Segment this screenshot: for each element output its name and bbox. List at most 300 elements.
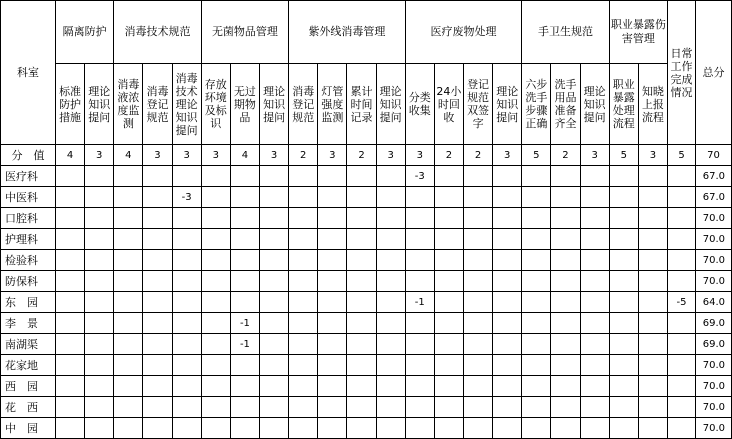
- department-name: 花 西: [1, 397, 56, 418]
- score-cell: [260, 313, 289, 334]
- weight-row-label: 分 值: [1, 145, 56, 166]
- score-cell: [405, 355, 434, 376]
- score-cell: [318, 250, 347, 271]
- score-cell: [493, 187, 522, 208]
- score-cell: [201, 250, 230, 271]
- subitem-header: 无过期物品: [230, 64, 259, 145]
- score-cell: [609, 355, 638, 376]
- weight-cell: 2: [434, 145, 463, 166]
- score-cell: [638, 334, 667, 355]
- score-cell: [522, 376, 551, 397]
- score-cell: [609, 334, 638, 355]
- score-cell: [230, 376, 259, 397]
- score-cell: [318, 313, 347, 334]
- score-cell: [522, 355, 551, 376]
- score-cell: [230, 229, 259, 250]
- total-weight-cell: 70: [696, 145, 732, 166]
- table-row: [1, 271, 732, 292]
- score-cell: [201, 355, 230, 376]
- score-cell: [172, 313, 201, 334]
- weight-cell: 5: [522, 145, 551, 166]
- score-cell: [114, 271, 143, 292]
- score-cell: [551, 397, 580, 418]
- score-cell: [143, 229, 172, 250]
- weight-cell: 3: [405, 145, 434, 166]
- score-cell: [347, 397, 376, 418]
- group-header-medical-waste: 医疗废物处理: [405, 1, 522, 64]
- score-cell: -3: [172, 187, 201, 208]
- score-cell: [464, 208, 493, 229]
- score-cell: [609, 229, 638, 250]
- score-cell: [85, 418, 114, 439]
- weight-cell: 3: [85, 145, 114, 166]
- score-cell: [201, 271, 230, 292]
- score-cell: [172, 292, 201, 313]
- subitem-header: 消毒登记规范: [143, 64, 172, 145]
- score-cell: [493, 271, 522, 292]
- score-cell: [56, 376, 85, 397]
- score-cell: [434, 334, 463, 355]
- score-cell: [56, 418, 85, 439]
- department-name: 护理科: [1, 229, 56, 250]
- score-cell: [405, 313, 434, 334]
- score-cell: [318, 187, 347, 208]
- table-row: [1, 313, 732, 334]
- score-cell: [172, 229, 201, 250]
- daily-score-cell: [668, 376, 696, 397]
- group-header-occupational-exposure: 职业暴露伤害管理: [609, 1, 667, 64]
- score-cell: [376, 166, 405, 187]
- score-cell: [260, 355, 289, 376]
- weight-cell: 3: [318, 145, 347, 166]
- score-cell: [551, 334, 580, 355]
- score-cell: [172, 418, 201, 439]
- score-cell: [434, 250, 463, 271]
- weight-cell: 2: [347, 145, 376, 166]
- score-cell: [172, 271, 201, 292]
- score-cell: [318, 355, 347, 376]
- score-cell: [85, 166, 114, 187]
- weight-row: [1, 145, 732, 166]
- subitem-header-row: [1, 64, 732, 145]
- score-cell: [376, 229, 405, 250]
- score-cell: [143, 166, 172, 187]
- weight-cell: 4: [114, 145, 143, 166]
- score-cell: [85, 187, 114, 208]
- department-name: 医疗科: [1, 166, 56, 187]
- score-cell: [318, 418, 347, 439]
- weight-cell: 3: [143, 145, 172, 166]
- department-name: 检验科: [1, 250, 56, 271]
- weight-cell: 4: [230, 145, 259, 166]
- score-cell: [289, 166, 318, 187]
- table-row: [1, 292, 732, 313]
- score-cell: [230, 250, 259, 271]
- score-cell: [522, 187, 551, 208]
- table-row: [1, 229, 732, 250]
- score-cell: [85, 250, 114, 271]
- score-cell: [376, 376, 405, 397]
- subitem-header: 消毒液浓度监测: [114, 64, 143, 145]
- score-cell: [289, 271, 318, 292]
- weight-cell: 4: [56, 145, 85, 166]
- total-score-cell: 70.0: [696, 250, 732, 271]
- table-row: [1, 355, 732, 376]
- score-cell: [56, 313, 85, 334]
- table-body: [1, 145, 732, 439]
- score-cell: [405, 397, 434, 418]
- score-cell: [638, 250, 667, 271]
- score-cell: [580, 292, 609, 313]
- score-cell: [638, 208, 667, 229]
- score-cell: [405, 208, 434, 229]
- table-row: [1, 250, 732, 271]
- score-cell: [580, 355, 609, 376]
- table-row: [1, 334, 732, 355]
- total-score-cell: 70.0: [696, 208, 732, 229]
- score-cell: [609, 292, 638, 313]
- score-cell: [493, 313, 522, 334]
- score-cell: [405, 376, 434, 397]
- daily-score-cell: [668, 208, 696, 229]
- score-cell: [376, 292, 405, 313]
- department-name: 李 景: [1, 313, 56, 334]
- subitem-header: 理论知识提问: [493, 64, 522, 145]
- score-cell: [464, 229, 493, 250]
- score-cell: [347, 418, 376, 439]
- daily-weight-cell: 5: [668, 145, 696, 166]
- table-row: [1, 397, 732, 418]
- score-cell: [201, 187, 230, 208]
- score-cell: [201, 166, 230, 187]
- score-cell: [56, 355, 85, 376]
- score-cell: [551, 166, 580, 187]
- score-cell: [143, 355, 172, 376]
- score-cell: [114, 229, 143, 250]
- score-cell: [289, 229, 318, 250]
- daily-score-cell: [668, 313, 696, 334]
- score-cell: [580, 208, 609, 229]
- score-cell: [493, 334, 522, 355]
- score-cell: -1: [405, 292, 434, 313]
- score-cell: [56, 250, 85, 271]
- weight-cell: 2: [464, 145, 493, 166]
- score-cell: [434, 376, 463, 397]
- score-cell: [638, 355, 667, 376]
- score-cell: [376, 355, 405, 376]
- score-cell: [522, 229, 551, 250]
- score-cell: [143, 313, 172, 334]
- score-cell: [405, 250, 434, 271]
- score-cell: [522, 271, 551, 292]
- score-cell: [56, 292, 85, 313]
- score-cell: [260, 334, 289, 355]
- score-cell: [260, 187, 289, 208]
- score-cell: [260, 271, 289, 292]
- score-cell: [434, 187, 463, 208]
- score-cell: [376, 271, 405, 292]
- score-cell: [143, 334, 172, 355]
- score-cell: [522, 250, 551, 271]
- score-cell: [85, 334, 114, 355]
- score-cell: [493, 250, 522, 271]
- score-cell: [551, 208, 580, 229]
- subitem-header: 理论知识提问: [580, 64, 609, 145]
- score-cell: [318, 229, 347, 250]
- score-cell: [609, 208, 638, 229]
- score-cell: [56, 271, 85, 292]
- score-cell: [230, 292, 259, 313]
- score-cell: [85, 397, 114, 418]
- table-row: [1, 187, 732, 208]
- score-cell: [376, 208, 405, 229]
- score-cell: [318, 376, 347, 397]
- group-header-hand-hygiene: 手卫生规范: [522, 1, 609, 64]
- total-score-cell: 70.0: [696, 229, 732, 250]
- score-cell: [347, 208, 376, 229]
- score-cell: [464, 355, 493, 376]
- score-cell: [609, 418, 638, 439]
- score-cell: [347, 166, 376, 187]
- daily-score-cell: [668, 397, 696, 418]
- subitem-header: 消毒登记规范: [289, 64, 318, 145]
- score-cell: [201, 376, 230, 397]
- score-cell: [609, 166, 638, 187]
- score-cell: [434, 229, 463, 250]
- subitem-header: 理论知识提问: [85, 64, 114, 145]
- score-cell: [56, 166, 85, 187]
- weight-cell: 3: [201, 145, 230, 166]
- score-cell: [551, 355, 580, 376]
- score-cell: [522, 334, 551, 355]
- total-score-cell: 64.0: [696, 292, 732, 313]
- score-cell: [522, 313, 551, 334]
- department-name: 口腔科: [1, 208, 56, 229]
- score-cell: [201, 229, 230, 250]
- score-cell: [347, 292, 376, 313]
- score-cell: [405, 334, 434, 355]
- score-cell: [464, 376, 493, 397]
- score-cell: [493, 355, 522, 376]
- score-cell: [464, 418, 493, 439]
- score-cell: [85, 229, 114, 250]
- score-cell: [522, 418, 551, 439]
- department-name: 中 园: [1, 418, 56, 439]
- score-cell: [347, 334, 376, 355]
- subitem-header: 分类收集: [405, 64, 434, 145]
- score-cell: [230, 355, 259, 376]
- score-cell: [638, 418, 667, 439]
- score-cell: [201, 313, 230, 334]
- score-cell: [580, 187, 609, 208]
- department-name: 西 园: [1, 376, 56, 397]
- total-score-cell: 70.0: [696, 397, 732, 418]
- score-cell: [434, 166, 463, 187]
- score-cell: -3: [405, 166, 434, 187]
- score-cell: [638, 166, 667, 187]
- total-score-cell: 69.0: [696, 334, 732, 355]
- weight-cell: 3: [493, 145, 522, 166]
- score-cell: [143, 187, 172, 208]
- score-cell: [56, 334, 85, 355]
- department-name: 东 园: [1, 292, 56, 313]
- total-score-cell: 70.0: [696, 271, 732, 292]
- daily-work-column-header: 日常工作完成情况: [668, 1, 696, 145]
- score-cell: [434, 418, 463, 439]
- table-row: [1, 376, 732, 397]
- total-score-cell: 70.0: [696, 376, 732, 397]
- daily-score-cell: [668, 229, 696, 250]
- score-cell: [551, 187, 580, 208]
- score-cell: [464, 250, 493, 271]
- score-cell: [638, 229, 667, 250]
- weight-cell: 5: [609, 145, 638, 166]
- score-cell: [201, 208, 230, 229]
- score-cell: [143, 250, 172, 271]
- score-cell: -1: [230, 313, 259, 334]
- score-cell: [638, 271, 667, 292]
- score-cell: [260, 229, 289, 250]
- score-cell: [609, 397, 638, 418]
- total-score-cell: 67.0: [696, 166, 732, 187]
- score-cell: [85, 271, 114, 292]
- score-cell: [580, 250, 609, 271]
- weight-cell: 3: [638, 145, 667, 166]
- score-cell: [493, 292, 522, 313]
- score-cell: [464, 313, 493, 334]
- score-cell: [143, 292, 172, 313]
- group-header-uv-disinfection: 紫外线消毒管理: [289, 1, 406, 64]
- department-name: 花家地: [1, 355, 56, 376]
- score-cell: [405, 271, 434, 292]
- score-cell: [376, 334, 405, 355]
- score-cell: [609, 271, 638, 292]
- score-cell: [85, 313, 114, 334]
- score-cell: [260, 418, 289, 439]
- score-cell: [230, 208, 259, 229]
- weight-cell: 3: [172, 145, 201, 166]
- daily-score-cell: [668, 271, 696, 292]
- score-cell: [289, 187, 318, 208]
- group-header-row: [1, 1, 732, 64]
- score-cell: [172, 250, 201, 271]
- score-cell: [580, 229, 609, 250]
- score-cell: [551, 271, 580, 292]
- score-cell: [551, 376, 580, 397]
- score-cell: [260, 397, 289, 418]
- department-name: 防保科: [1, 271, 56, 292]
- score-cell: [493, 418, 522, 439]
- total-score-cell: 67.0: [696, 187, 732, 208]
- score-cell: [114, 334, 143, 355]
- score-cell: [638, 376, 667, 397]
- score-cell: [114, 187, 143, 208]
- score-cell: [289, 313, 318, 334]
- score-cell: [434, 292, 463, 313]
- score-cell: [405, 187, 434, 208]
- score-cell: [260, 376, 289, 397]
- score-cell: [609, 187, 638, 208]
- score-cell: [464, 187, 493, 208]
- score-cell: [172, 166, 201, 187]
- table-row: [1, 208, 732, 229]
- score-cell: [318, 208, 347, 229]
- score-cell: [289, 250, 318, 271]
- score-cell: [464, 166, 493, 187]
- score-cell: [493, 376, 522, 397]
- subitem-header: 职业暴露处理流程: [609, 64, 638, 145]
- daily-score-cell: [668, 187, 696, 208]
- score-cell: [551, 229, 580, 250]
- score-cell: [289, 292, 318, 313]
- score-cell: [609, 313, 638, 334]
- score-cell: [464, 292, 493, 313]
- score-cell: [289, 208, 318, 229]
- subitem-header: 洗手用品准备齐全: [551, 64, 580, 145]
- score-cell: [85, 355, 114, 376]
- score-cell: [172, 334, 201, 355]
- subitem-header: 消毒技术理论知识提问: [172, 64, 201, 145]
- score-cell: [230, 187, 259, 208]
- score-cell: [114, 418, 143, 439]
- score-cell: [114, 376, 143, 397]
- score-cell: [376, 250, 405, 271]
- subitem-header: 存放环境及标识: [201, 64, 230, 145]
- score-cell: [376, 418, 405, 439]
- score-cell: [493, 166, 522, 187]
- score-cell: [201, 418, 230, 439]
- score-cell: [318, 271, 347, 292]
- score-cell: [289, 376, 318, 397]
- weight-cell: 3: [376, 145, 405, 166]
- table-row: [1, 166, 732, 187]
- subitem-header: 灯管强度监测: [318, 64, 347, 145]
- score-cell: [347, 250, 376, 271]
- department-name: 南湖渠: [1, 334, 56, 355]
- department-name: 中医科: [1, 187, 56, 208]
- total-score-cell: 69.0: [696, 313, 732, 334]
- score-cell: [260, 292, 289, 313]
- score-cell: [376, 397, 405, 418]
- subitem-header: 理论知识提问: [260, 64, 289, 145]
- score-cell: [347, 271, 376, 292]
- score-cell: [114, 313, 143, 334]
- score-cell: [260, 208, 289, 229]
- score-cell: [230, 166, 259, 187]
- score-cell: [551, 292, 580, 313]
- subitem-header: 标准防护措施: [56, 64, 85, 145]
- score-cell: [522, 166, 551, 187]
- total-score-cell: 70.0: [696, 418, 732, 439]
- weight-cell: 2: [551, 145, 580, 166]
- group-header-sterile-items: 无菌物品管理: [201, 1, 288, 64]
- score-cell: [289, 355, 318, 376]
- score-cell: [493, 229, 522, 250]
- score-cell: [580, 397, 609, 418]
- score-cell: [201, 292, 230, 313]
- score-cell: [85, 208, 114, 229]
- score-cell: [638, 292, 667, 313]
- score-cell: [114, 208, 143, 229]
- score-cell: [143, 397, 172, 418]
- score-cell: [114, 292, 143, 313]
- score-cell: [85, 376, 114, 397]
- score-cell: [347, 313, 376, 334]
- score-cell: [56, 208, 85, 229]
- score-cell: [493, 397, 522, 418]
- subitem-header: 累计时间记录: [347, 64, 376, 145]
- score-cell: [143, 376, 172, 397]
